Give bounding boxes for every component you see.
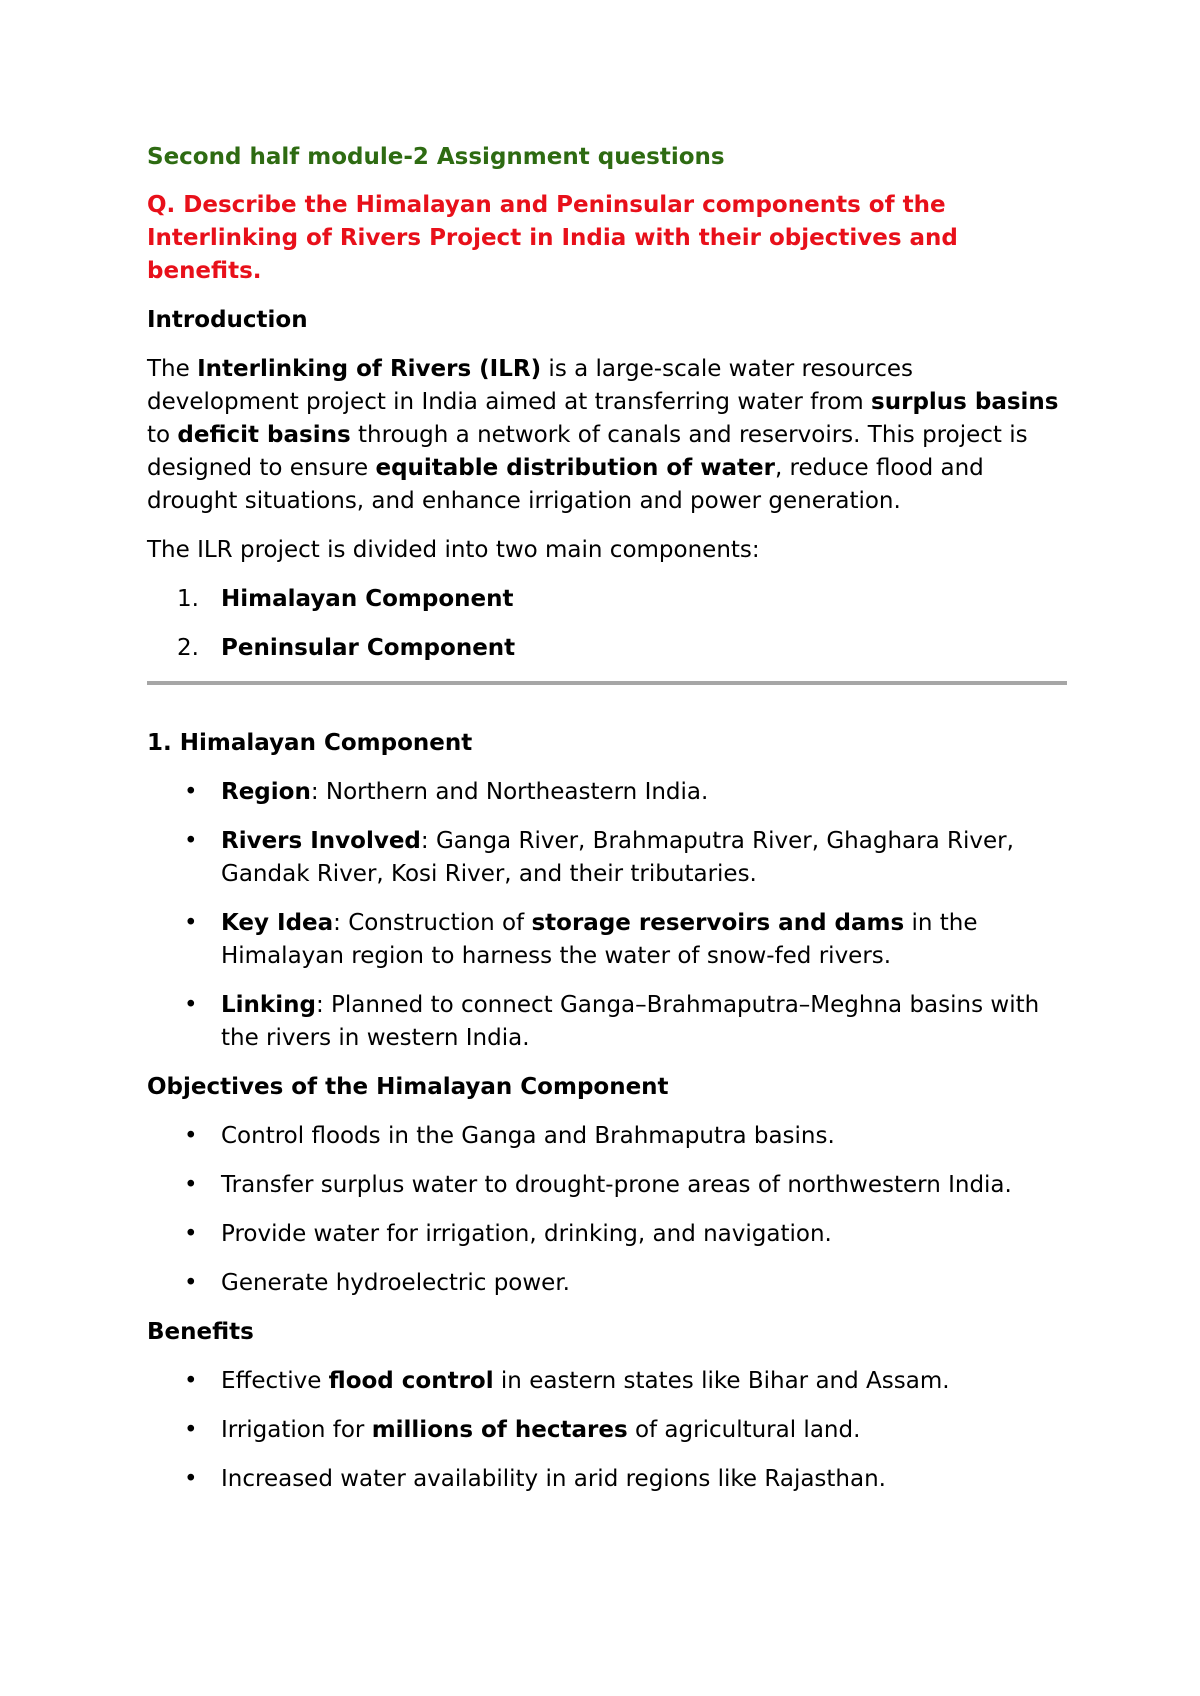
- benefit-text: Irrigation for: [221, 1417, 372, 1443]
- detail-text: : Ganga River, Brahmaputra River, Ghaghara River, Gandak River, Kosi River, and their tributaries.: [221, 828, 1014, 887]
- component-label-himalayan: Himalayan Component: [221, 586, 514, 612]
- intro-bold-deficit: deficit basins: [177, 422, 351, 448]
- benefit-bold: millions of hectares: [371, 1417, 628, 1443]
- himalayan-heading: 1. Himalayan Component: [147, 730, 473, 756]
- benefit-text: Effective: [221, 1368, 329, 1394]
- bullet-icon: •: [184, 910, 198, 936]
- objective-text: Control floods in the Ganga and Brahmaputra basins.: [221, 1123, 835, 1149]
- intro-text-2: is a large-scale water resources development project in India aimed at transferring water from: [147, 356, 913, 415]
- list-item: [147, 1267, 1067, 1300]
- list-item: [147, 989, 1067, 1055]
- list-item: [147, 1414, 1067, 1447]
- components-list: [147, 583, 1067, 665]
- list-item: [147, 825, 1067, 891]
- benefit-text: Increased water availability in arid regions like Rajasthan.: [221, 1466, 886, 1492]
- bullet-icon: •: [184, 1417, 198, 1443]
- bullet-icon: •: [184, 1172, 198, 1198]
- detail-key: Linking: [221, 992, 316, 1018]
- list-item: [147, 907, 1067, 973]
- components-intro-paragraph: The ILR project is divided into two main components:: [147, 537, 760, 563]
- objective-text: Transfer surplus water to drought-prone areas of northwestern India.: [221, 1172, 1012, 1198]
- benefit-bold: flood control: [328, 1368, 494, 1394]
- intro-text-1: The: [147, 356, 198, 382]
- list-number: 1.: [177, 586, 199, 612]
- intro-bold-ilr: Interlinking of Rivers (ILR): [197, 356, 542, 382]
- intro-text-3: to: [147, 422, 178, 448]
- objectives-heading: Objectives of the Himalayan Component: [147, 1074, 669, 1100]
- introduction-heading: Introduction: [147, 307, 308, 333]
- benefit-text: of agricultural land.: [627, 1417, 861, 1443]
- objective-text: Provide water for irrigation, drinking, and navigation.: [221, 1221, 832, 1247]
- bullet-icon: •: [184, 992, 198, 1018]
- introduction-paragraph: [147, 353, 1067, 518]
- component-label-peninsular: Peninsular Component: [221, 635, 516, 661]
- benefits-list: [147, 1365, 1067, 1496]
- list-item: [147, 776, 1067, 809]
- bullet-icon: •: [184, 828, 198, 854]
- benefit-text: in eastern states like Bihar and Assam.: [493, 1368, 950, 1394]
- intro-bold-equitable: equitable distribution of water: [375, 455, 775, 481]
- bullet-icon: •: [184, 1466, 198, 1492]
- question-text: Q. Describe the Himalayan and Peninsular components of the Interlinking of Rivers Project in India with their objectives and benefits.: [147, 192, 958, 284]
- list-item: [147, 1463, 1067, 1496]
- detail-key: Rivers Involved: [221, 828, 421, 854]
- detail-text: : Northern and Northeastern India.: [310, 779, 709, 805]
- bullet-icon: •: [184, 1123, 198, 1149]
- detail-text: : Construction of: [333, 910, 532, 936]
- list-number: 2.: [177, 635, 199, 661]
- horizontal-divider: [147, 681, 1067, 685]
- list-item: [147, 1169, 1067, 1202]
- himalayan-details-list: [147, 776, 1067, 1055]
- list-item: [147, 1218, 1067, 1251]
- intro-text-4: through a network of canals and reservoirs. This project is designed to ensure: [147, 422, 1028, 481]
- assignment-title: Second half module-2 Assignment questions: [147, 144, 725, 170]
- intro-text-5: , reduce flood and drought situations, and enhance irrigation and power generation.: [147, 455, 984, 514]
- bullet-icon: •: [184, 1368, 198, 1394]
- list-item: [147, 583, 1067, 616]
- detail-key: Region: [221, 779, 311, 805]
- list-item: [147, 1120, 1067, 1153]
- list-item: [147, 1365, 1067, 1398]
- detail-text: : Planned to connect Ganga–Brahmaputra–Meghna basins with the rivers in western India.: [221, 992, 1040, 1051]
- objective-text: Generate hydroelectric power.: [221, 1270, 570, 1296]
- benefits-heading: Benefits: [147, 1319, 254, 1345]
- detail-key: Key Idea: [221, 910, 334, 936]
- list-item: [147, 632, 1067, 665]
- detail-text: in the Himalayan region to harness the water of snow-fed rivers.: [221, 910, 978, 969]
- detail-bold: storage reservoirs and dams: [531, 910, 905, 936]
- intro-bold-surplus: surplus basins: [871, 389, 1059, 415]
- document-page: [147, 141, 1067, 1512]
- objectives-list: [147, 1120, 1067, 1300]
- bullet-icon: •: [184, 1270, 198, 1296]
- bullet-icon: •: [184, 779, 198, 805]
- bullet-icon: •: [184, 1221, 198, 1247]
